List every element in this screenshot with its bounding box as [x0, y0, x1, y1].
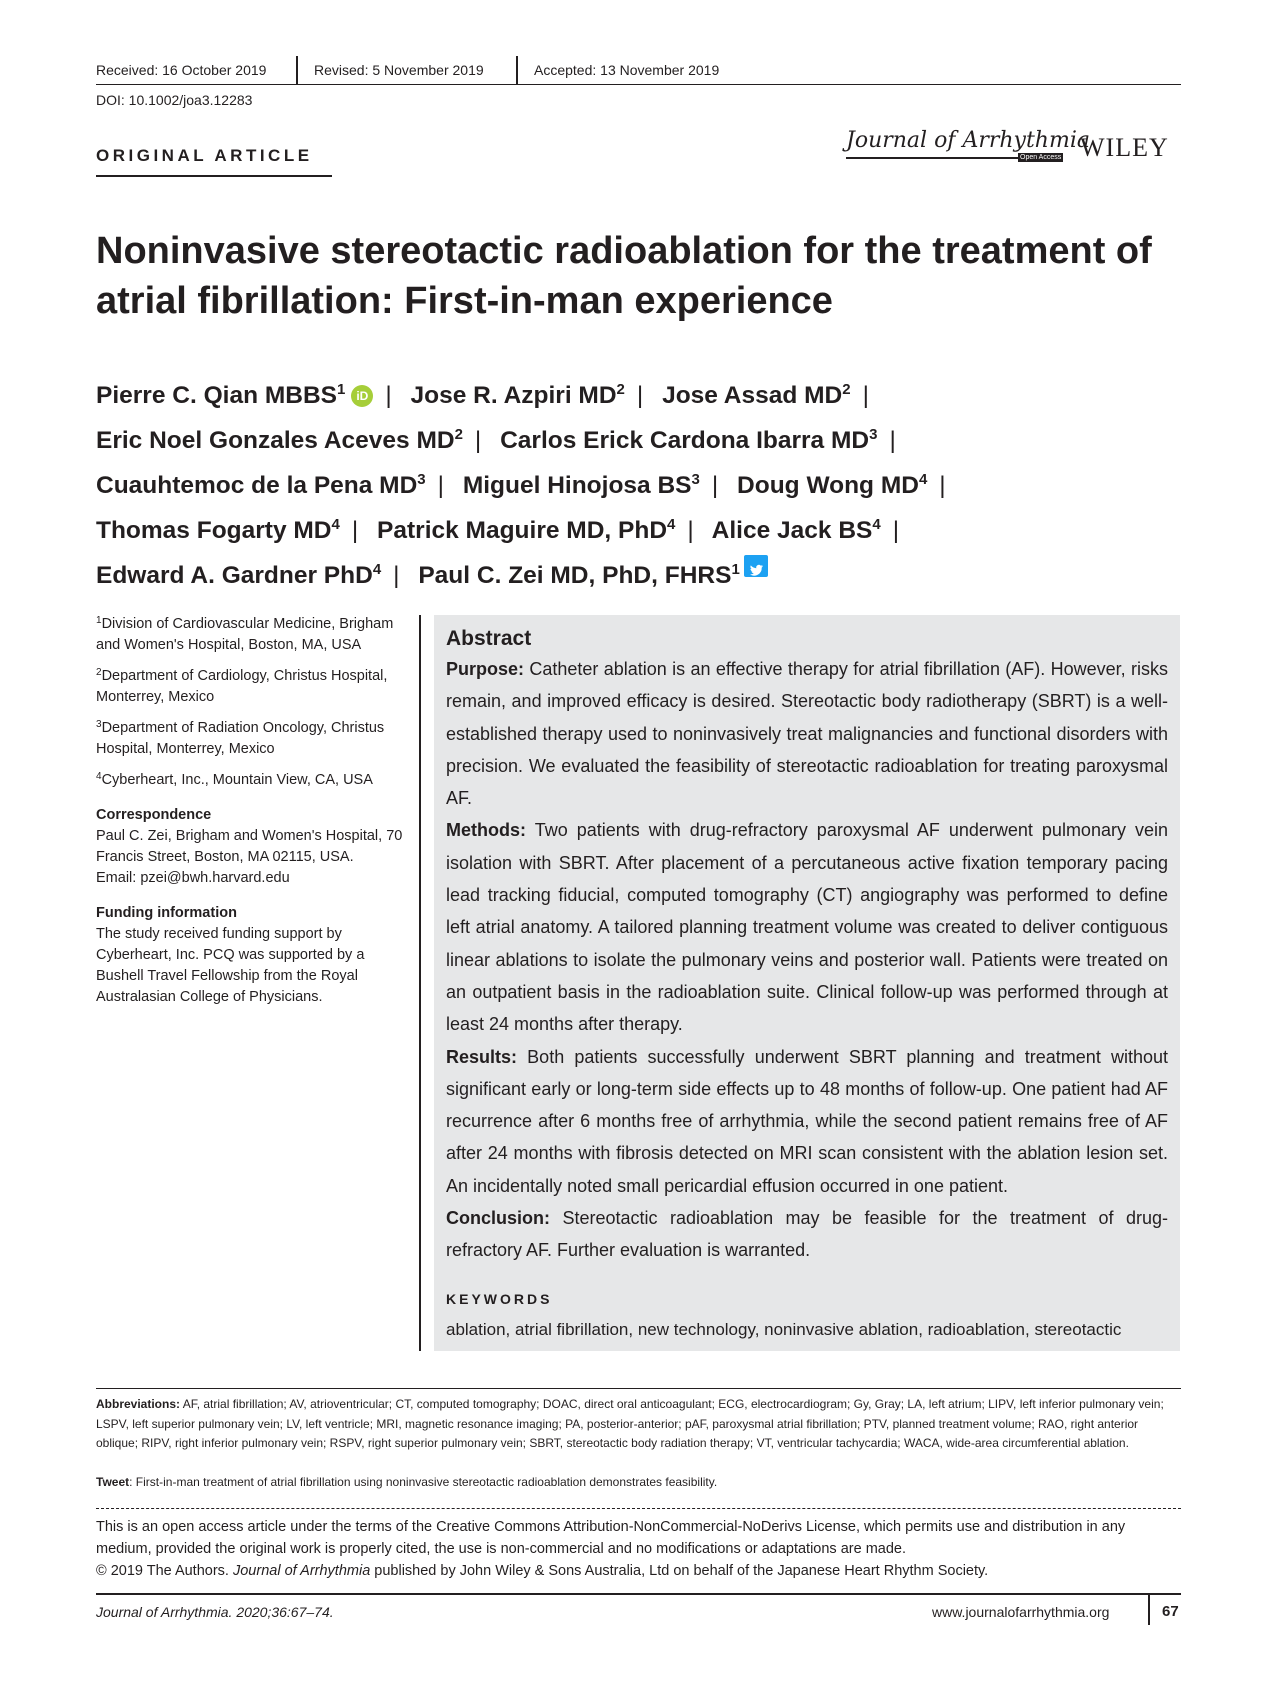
funding-heading: Funding information [96, 905, 237, 921]
correspondence-text: Paul C. Zei, Brigham and Women's Hospital, 70 Francis Street, Boston, MA 02115, USA. [96, 828, 403, 865]
author-list: Pierre C. Qian MBBS$^1$ iD | Jose R. Azpiri $MD^2$ | Jose Assad $MD^2$ | Eric Noel Gonzales Aceves $MD^2$ | Carlos Erick Cardona Ibarra $MD^3$ | Cuauhtemoc de la Pena $MD^3$ | Miguel Hinojosa $BS^3$ | Doug Wong $MD^4$ | Thomas Fogarty $MD^4$ | Patrick Maguire MD, PhD$^4$ | Alice Jack $BS^4$ | Edward A. Gardner PhD$^4$ | Paul C. Zei MD, PhD, FHRS$^1$ [96, 381, 946, 589]
article-info-sidebar [96, 610, 406, 1008]
author-name[interactable]: Miguel Hinojosa BS [462, 472, 692, 499]
abstract-box [434, 615, 1180, 1351]
separator [516, 56, 518, 84]
footer-divider [96, 1593, 1181, 1595]
abstract-methods: Methods: Two patients with drug-refractory paroxysmal AF underwent pulmonary vein isolation with SBRT. After placement of a percutaneous active fixation temporary pacing lead tracking fiducial, computed tomography (CT) angiography was performed to define left atrial anatomy. A tailored planning treatment volume was created to deliver contiguous linear ablations to isolate the pulmonary veins and posterior wall. Patients were treated on an outpatient basis in the radioablation suite. Clinical follow-up was performed through at least 24 months after therapy. [446, 820, 1168, 1035]
author-name[interactable]: Jose Assad MD [662, 382, 843, 409]
author-name[interactable]: Doug Wong MD [737, 472, 919, 499]
author-name[interactable]: Patrick Maguire MD, PhD [377, 517, 668, 544]
article-type-underline [96, 175, 332, 177]
footer-separator [1148, 1593, 1150, 1625]
received-date: Received: 16 October 2019 [96, 62, 267, 78]
abbreviations: Abbreviations: AF, atrial fibrillation; AV, atrioventricular; CT, computed tomography; DOAC, direct oral anticoagulant; ECG, electrocardiogram; Gy, Gray; LA, left atrium; LIPV, left inferior pulmonary vein; LSPV, left superior pulmonary vein; LV, left ventricle; MRI, magnetic resonance imaging; PA, posterior-anterior; pAF, paroxysmal atrial fibrillation; PTV, planned treatment volume; RAO, right anterior oblique; RIPV, right inferior pulmonary vein; RSPV, right superior pulmonary vein; SBRT, stereotactic body radiation therapy; VT, ventricular tachycardia; WACA, wide-area circumferential ablation. [96, 1397, 1164, 1450]
author-name[interactable]: Carlos Erick Cardona Ibarra MD [500, 427, 870, 454]
orcid-icon[interactable]: iD [351, 385, 373, 407]
license-text: This is an open access article under the terms of the Creative Commons Attribution-NonCommercial-NoDerivs License, which permits use and distribution in any medium, provided the original work is properly cited, the use is non-commercial and no modifications or adaptations are made. © 2019 The Authors. Journal of Arrhythmia published by John Wiley & Sons Australia, Ltd on behalf of the Japanese Heart Rhythm Society. [96, 1519, 1126, 1579]
affiliation: $^3$Department of Radiation Oncology, Christus Hospital, Monterrey, Mexico [96, 719, 385, 757]
tweet-note: Tweet: First-in-man treatment of atrial fibrillation using noninvasive stereotactic radioablation demonstrates feasibility. [96, 1475, 718, 1489]
revised-date: Revised: 5 November 2019 [314, 62, 484, 78]
author-name[interactable]: Cuauhtemoc de la Pena MD [96, 472, 418, 499]
author-name[interactable]: Eric Noel Gonzales Aceves MD [96, 427, 455, 454]
author-name[interactable]: Pierre C. Qian MBBS [96, 382, 337, 409]
author-name[interactable]: Edward A. Gardner PhD [96, 562, 373, 589]
article-type: ORIGINAL ARTICLE [96, 146, 313, 165]
abstract-results: Results: Both patients successfully underwent SBRT planning and treatment without significant early or long-term side effects up to 48 months of follow-up. One patient had AF recurrence after 6 months free of arrhythmia, while the second patient remains free of AF after 24 months with fibrosis detected on MRI scan consistent with the ablation lesion set. An incidentally noted small pericardial effusion occurred in one patient. [446, 1046, 1168, 1196]
author-name[interactable]: Thomas Fogarty MD [96, 517, 332, 544]
keywords-heading: KEYWORDS [446, 1291, 553, 1307]
separator [296, 56, 298, 84]
abstract-heading: Abstract [446, 627, 532, 650]
dates-bar [96, 60, 1181, 85]
affiliation: $^2$Department of Cardiology, Christus Hospital, Monterrey, Mexico [96, 667, 388, 705]
abstract-purpose: Purpose: Catheter ablation is an effective therapy for atrial fibrillation (AF). However, risks remain, and improved efficacy is desired. Stereotactic body radiotherapy (SBRT) is a well-established therapy used to noninvasively treat malignancies and functional disorders with precision. We evaluated the feasibility of stereotactic radioablation for treating paroxysmal AF. [446, 659, 1168, 809]
author-name[interactable]: Paul C. Zei MD, PhD, FHRS [418, 562, 732, 589]
affiliation: $^4$Cyberheart, Inc., Mountain View, CA, USA [96, 771, 373, 788]
dashed-divider [96, 1508, 1181, 1509]
accepted-date: Accepted: 13 November 2019 [534, 62, 720, 78]
abstract-conclusion: Conclusion: Stereotactic radioablation may be feasible for the treatment of drug-refractory AF. Further evaluation is warranted. [446, 1208, 1168, 1261]
author-name[interactable]: Jose R. Azpiri MD [410, 382, 617, 409]
journal-logo: Journal of Arrhythmia [846, 128, 1090, 153]
journal-website-link[interactable]: www.journalofarrhythmia.org [932, 1604, 1110, 1620]
column-divider [419, 615, 421, 1351]
funding-text: The study received funding support by Cyberheart, Inc. PCQ was supported by a Bushell Travel Fellowship from the Royal Australasian College of Physicians. [96, 926, 365, 1005]
correspondence-heading: Correspondence [96, 807, 212, 823]
page-number: 67 [1162, 1603, 1179, 1620]
correspondence-email[interactable]: Email: pzei@bwh.harvard.edu [96, 870, 290, 886]
divider [96, 1388, 1181, 1389]
article-title: Noninvasive stereotactic radioablation for the treatment of atrial fibrillation: First-in-man experience [96, 230, 1152, 322]
keywords-text: ablation, atrial fibrillation, new technology, noninvasive ablation, radioablation, stereotactic [446, 1320, 1122, 1339]
affiliation: $^1$Division of Cardiovascular Medicine, Brigham and Women's Hospital, Boston, MA, USA [96, 615, 394, 653]
twitter-icon[interactable] [744, 555, 768, 577]
author-name[interactable]: Alice Jack BS [711, 517, 873, 544]
open-access-badge: Open Access [1020, 154, 1062, 161]
publisher-logo: WILEY [1080, 133, 1169, 162]
citation: Journal of Arrhythmia. 2020;36:67–74. [96, 1604, 334, 1620]
doi[interactable]: DOI: 10.1002/joa3.12283 [96, 92, 253, 108]
